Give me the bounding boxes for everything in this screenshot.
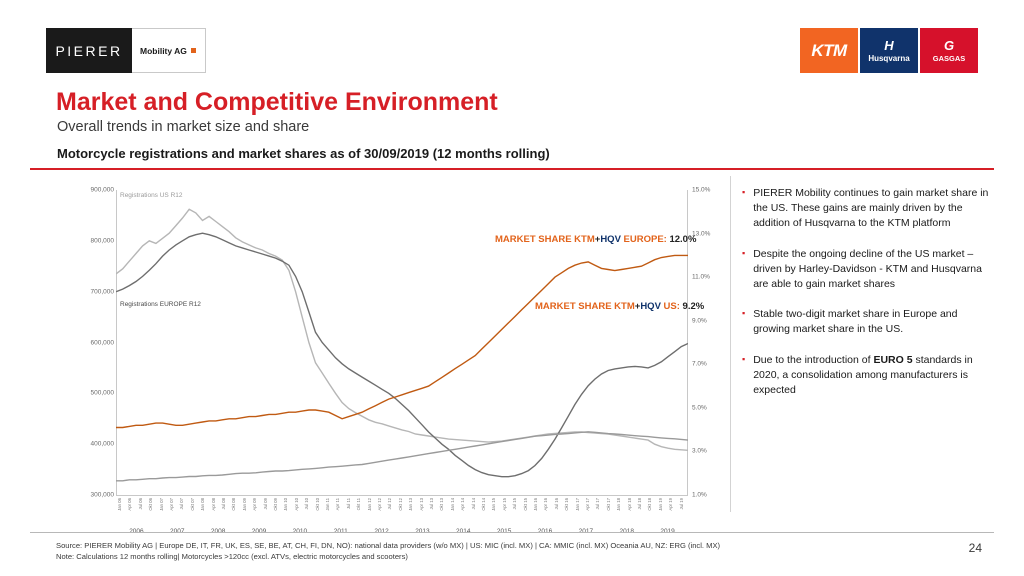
chart-container: [30, 176, 730, 521]
x-axis-tick: Okt 07: [189, 498, 195, 511]
husqvarna-label: Husqvarna: [868, 53, 910, 63]
bullet-square-icon: ▪: [742, 308, 746, 319]
x-axis-tick: Apr 14: [460, 498, 466, 511]
x-axis-tick: Okt 18: [647, 498, 653, 511]
x-axis-tick: Jul 13: [429, 498, 434, 510]
y-axis-left-tick: 700,000: [90, 288, 114, 296]
footer-source: Source: PIERER Mobility AG | Europe DE, IT, FR, UK, ES, SE, BE, AT, CH, FI, DN, NO): national data providers (w/o MX) | US: MIC (incl. MX) | CA: MMIC (incl. MX) Oceania AU, NZ: ERG (incl. MX): [56, 541, 721, 550]
x-axis-tick: Jul 19: [678, 498, 684, 510]
x-axis-tick: Apr 06: [127, 498, 133, 511]
x-axis-tick: Jul 08: [221, 498, 226, 510]
content-divider: [730, 176, 731, 512]
y-axis-left-tick: 300,000: [90, 491, 114, 499]
x-axis-tick: Jan 14: [449, 498, 455, 511]
y-axis-right-tick: 3.0%: [692, 447, 707, 455]
x-axis-tick: Apr 09: [252, 498, 258, 511]
x-axis-tick: Okt 12: [397, 498, 403, 511]
series-label-us-registrations: Registrations US R12: [120, 192, 183, 199]
x-axis-tick: Jan 07: [158, 498, 164, 511]
x-axis-tick: Okt 17: [605, 498, 611, 511]
callout-eu-region: EUROPE:: [620, 234, 670, 245]
x-axis-line: [116, 495, 688, 496]
bullet-square-icon: ▪: [742, 187, 746, 197]
page-number: 24: [968, 541, 982, 555]
x-axis-tick: Apr 18: [626, 498, 632, 511]
x-axis-tick: Okt 08: [231, 498, 237, 511]
insights-list: [742, 186, 994, 414]
x-axis-tick: Apr 08: [210, 498, 216, 511]
callout-eu-prefix: MARKET SHARE KTM: [495, 234, 595, 245]
x-axis-tick: Apr 12: [377, 498, 382, 511]
series-label-europe-registrations: Registrations EUROPE R12: [120, 301, 201, 308]
list-item-text: Despite the ongoing decline of the US market – driven by Harley-Davidson - KTM and Husqvarna are able to gain market shares: [753, 247, 982, 290]
brand-logo-husqvarna: [860, 28, 918, 73]
y-axis-left-tick: 600,000: [90, 339, 114, 346]
list-item-text: [753, 353, 994, 398]
list-item-text-strong: EURO 5: [873, 354, 913, 367]
x-axis-tick: Jan 09: [241, 498, 247, 511]
x-axis-tick: Jan 19: [657, 498, 663, 511]
logo-mobility-label: Mobility AG: [140, 45, 187, 56]
x-axis-tick: Jul 14: [470, 498, 476, 510]
list-item: [742, 307, 994, 337]
section-title: Motorcycle registrations and market shares as of 30/09/2019 (12 months rolling): [57, 146, 550, 161]
chart-series-line: [116, 432, 688, 481]
x-axis-tick: Jul 11: [345, 498, 351, 510]
x-axis-tick: Apr 10: [293, 498, 299, 511]
x-axis-tick: Jul 15: [512, 498, 518, 510]
list-item-text: Stable two-digit market share in Europe and growing market share in the US.: [753, 308, 958, 336]
x-axis-tick: Apr 19: [668, 498, 674, 511]
logo-pierer-text: PIERER: [46, 28, 132, 73]
y-axis-right-tick: 11.0%: [692, 273, 710, 281]
list-item-text-post: standards in 2020, a consolidation among manufacturers is expected: [753, 354, 973, 397]
x-axis-tick: Jul 09: [262, 498, 268, 510]
x-axis-tick: Jul 17: [595, 498, 601, 510]
x-axis-tick: Okt 11: [356, 498, 362, 511]
y-axis-left-labels: [68, 186, 114, 499]
x-axis-tick: Jan 17: [574, 498, 580, 511]
callout-us-hqv: HQV: [640, 301, 661, 312]
x-axis-tick: Apr 11: [335, 498, 341, 511]
x-axis-tick: Apr 13: [418, 498, 424, 511]
list-item: [742, 353, 994, 398]
x-axis-tick: Jan 10: [283, 498, 289, 511]
x-axis-tick: Apr 07: [169, 498, 174, 511]
husqvarna-mark: H: [884, 37, 894, 53]
logo-mobility-text: [132, 28, 206, 73]
callout-europe-market-share: [495, 234, 696, 245]
brand-logo-gasgas: [920, 28, 978, 73]
chart-series-line: [116, 233, 688, 477]
x-axis-tick: Jul 07: [179, 498, 185, 510]
chart-series-line: [116, 209, 688, 450]
callout-us-prefix: MARKET SHARE KTM: [535, 301, 635, 312]
header-divider: [30, 168, 994, 170]
list-item-text-pre: Due to the introduction of: [753, 354, 874, 367]
company-logo: [46, 28, 206, 73]
ktm-mark: KTM: [811, 40, 847, 60]
callout-us-region: US:: [660, 301, 683, 312]
footer-divider: [30, 532, 994, 533]
y-axis-right-tick: 13.0%: [692, 230, 711, 238]
brand-logo-ktm: [800, 28, 858, 73]
callout-us-value: 9.2%: [682, 301, 705, 312]
footer-notes: [56, 540, 720, 563]
y-axis-left-tick: 800,000: [90, 237, 114, 245]
x-axis-tick: Jan 18: [616, 498, 622, 511]
x-axis-tick: Apr 17: [585, 498, 590, 511]
gasgas-mark: G: [943, 37, 955, 53]
x-axis-tick: Okt 16: [564, 498, 570, 511]
x-axis-tick: Jul 12: [387, 498, 393, 510]
y-axis-right-tick: 15.0%: [692, 186, 711, 194]
x-axis-tick: Apr 16: [543, 498, 549, 511]
y-axis-left-tick: 500,000: [90, 389, 114, 397]
callout-eu-hqv: HQV: [600, 234, 621, 245]
x-axis-tick: Okt 10: [314, 498, 320, 511]
x-axis-tick: Okt 13: [439, 498, 445, 511]
list-item: [742, 186, 994, 231]
page-subtitle: Overall trends in market size and share: [57, 119, 310, 135]
x-axis-tick: Okt 09: [273, 498, 278, 511]
chart-series-line: [116, 255, 688, 427]
x-axis-tick: Jul 18: [637, 498, 642, 510]
gasgas-label: GASGAS: [932, 53, 966, 63]
y-axis-left-tick: 900,000: [90, 186, 114, 194]
x-axis-tick: Jan 08: [200, 498, 206, 511]
x-axis-tick: Okt 15: [522, 498, 528, 511]
bullet-square-icon: ▪: [742, 247, 746, 258]
x-axis-tick: Jul 06: [137, 498, 143, 510]
y-axis-right-tick: 9.0%: [692, 317, 707, 325]
x-axis-tick: Jan 12: [366, 498, 372, 511]
callout-us-plus: +: [634, 301, 641, 312]
x-axis-tick: Jul 10: [304, 498, 310, 510]
y-axis-right-tick: 5.0%: [692, 404, 707, 412]
page-title: Market and Competitive Environment: [56, 88, 498, 116]
y-axis-left-tick: 400,000: [90, 440, 114, 448]
x-axis-tick: Jan 11: [325, 498, 330, 511]
callout-eu-value: 12.0%: [669, 234, 697, 245]
x-axis-tick: Jan 06: [117, 498, 122, 511]
x-axis-tick: Okt 14: [481, 498, 486, 511]
x-axis-tick: Okt 06: [148, 498, 154, 511]
x-axis-tick: Apr 15: [501, 498, 507, 511]
callout-us-market-share: [535, 301, 704, 312]
orange-square-icon: [191, 48, 196, 53]
footer-note: Note: Calculations 12 months rolling| Motorcycles >120cc (excl. ATVs, electric motorcycles and scooters): [56, 552, 408, 562]
y-axis-right-tick: 1.0%: [692, 491, 707, 499]
x-axis-tick: Jan 16: [533, 498, 538, 511]
brand-logo-group: [800, 28, 978, 73]
y-axis-right-tick: 7.0%: [692, 360, 707, 368]
list-item-text: PIERER Mobility continues to gain market share in the US. These gains are mainly driven by the addition of Husqvarna to the KTM platform: [753, 187, 989, 229]
x-axis-tick: Jan 13: [408, 498, 414, 511]
x-axis-tick: Jul 16: [553, 498, 559, 510]
bullet-square-icon: ▪: [742, 354, 746, 365]
x-axis-tick: Jan 15: [491, 498, 497, 511]
list-item: [742, 247, 994, 292]
callout-eu-plus: +: [594, 234, 601, 245]
